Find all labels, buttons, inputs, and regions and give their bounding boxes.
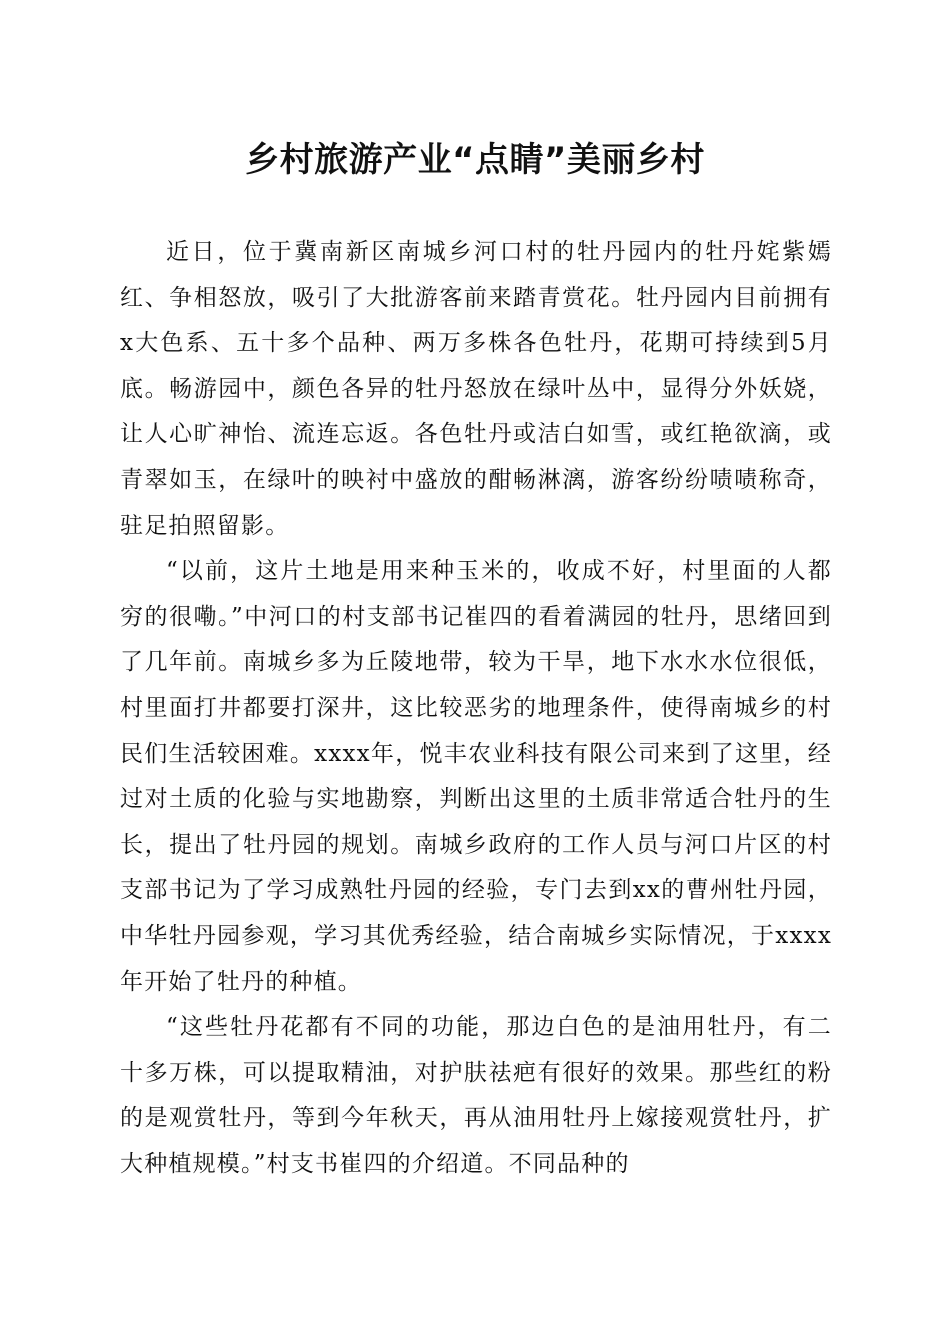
paragraph-3: “这些牡丹花都有不同的功能，那边白色的是油用牡丹，有二十多万株，可以提取精油，对护肤祛疤有很好的效果。那些红的粉的是观赏牡丹，等到今年秋天，再从油用牡丹上嫁接观赏牡丹，扩大种植规模。”村支书崔四的介绍道。不同品种的 bbox=[120, 1014, 832, 1177]
document-body bbox=[120, 230, 832, 1187]
document-title: 乡村旅游产业“点睛”美丽乡村 bbox=[245, 140, 705, 180]
paragraph-2: “以前，这片土地是用来种玉米的，收成不好，村里面的人都穷的很嘞。”中河口的村支部书记崔四的看着满园的牡丹，思绪回到了几年前。南城乡多为丘陵地带，较为干旱，地下水水水位很低，村里面打井都要打深井，这比较恶劣的地理条件，使得南城乡的村民们生活较困难。xxxx年，悦丰农业科技有限公司来到了这里，经过对土质的化验与实地勘察，判断出这里的土质非常适合牡丹的生长，提出了牡丹园的规划。南城乡政府的工作人员与河口片区的村支部书记为了学习成熟牡丹园的经验，专门去到xx的曹州牡丹园，中华牡丹园参观，学习其优秀经验，结合南城乡实际情况，于xxxx年开始了牡丹的种植。 bbox=[120, 558, 832, 995]
paragraph-1: 近日，位于冀南新区南城乡河口村的牡丹园内的牡丹姹紫嫣红、争相怒放，吸引了大批游客前来踏青赏花。牡丹园内目前拥有x大色系、五十多个品种、两万多株各色牡丹，花期可持续到5月底。畅游园中，颜色各异的牡丹怒放在绿叶丛中，显得分外妖娆，让人心旷神怡、流连忘返。各色牡丹或洁白如雪，或红艳欲滴，或青翠如玉，在绿叶的映衬中盛放的酣畅淋漓，游客纷纷啧啧称奇，驻足拍照留影。 bbox=[120, 239, 832, 539]
